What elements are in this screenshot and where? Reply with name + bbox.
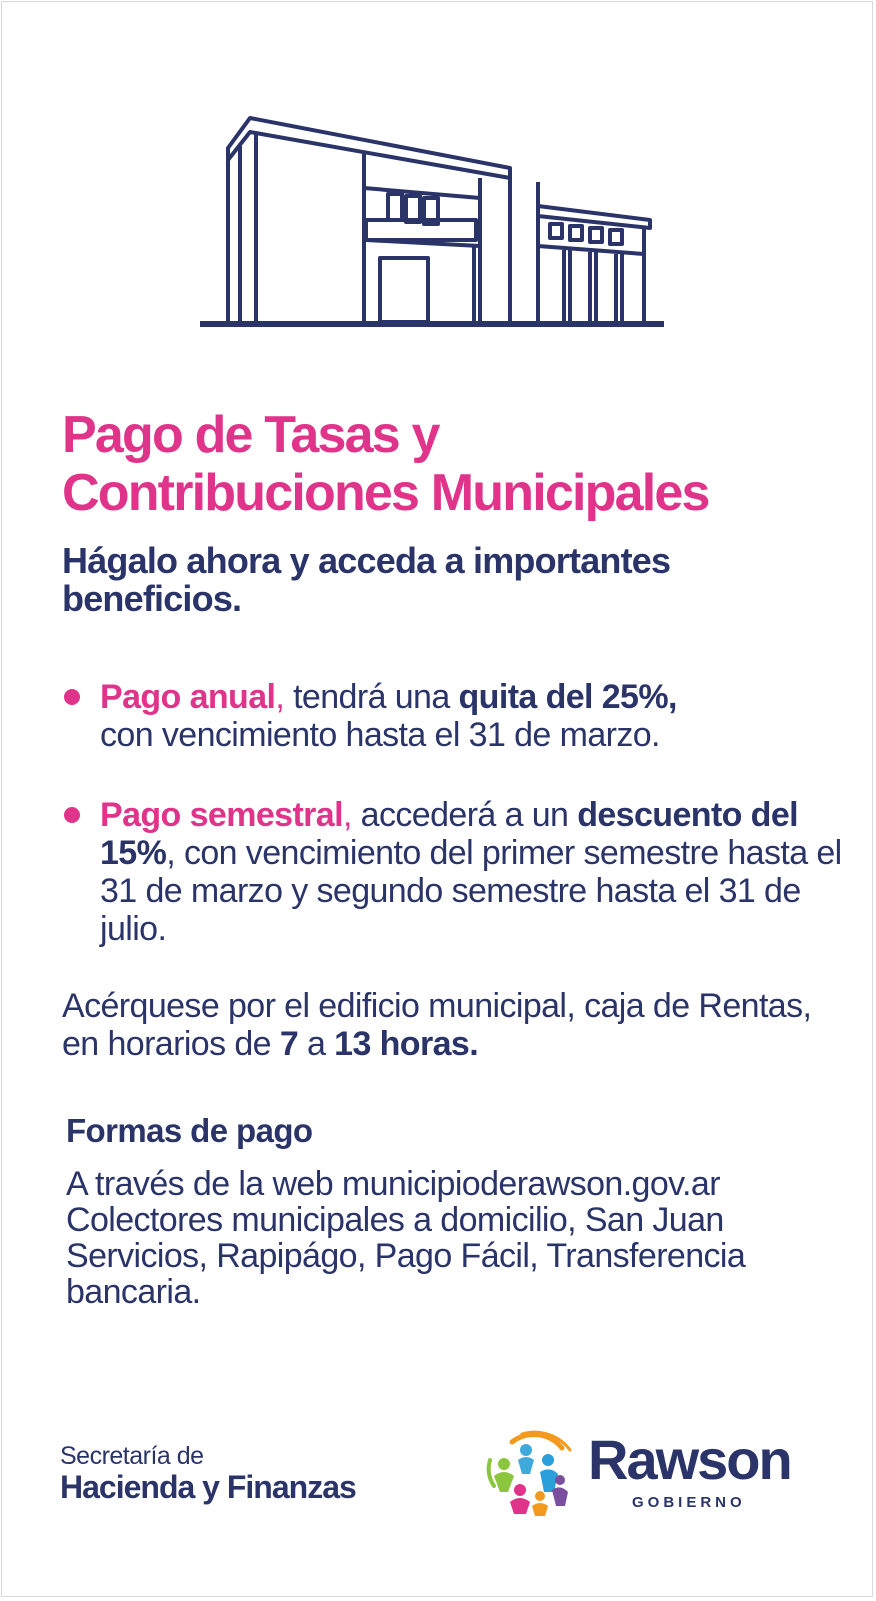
- benefit-comma: ,: [275, 678, 285, 716]
- benefit-annual: [62, 678, 842, 754]
- payment-line-3: Servicios, Rapipágo, Pago Fácil, Transferencia: [66, 1237, 746, 1275]
- benefit-label: Pago semestral: [100, 796, 343, 834]
- rawson-logo: [482, 1420, 812, 1520]
- visit-hour-start: 7: [279, 1025, 299, 1063]
- payment-line-1: A través de la web municipioderawson.gov.ar: [66, 1165, 720, 1203]
- secretaria-label: [60, 1442, 356, 1504]
- subtitle-line-2: beneficios.: [62, 578, 242, 619]
- logo-subtitle: GOBIERNO: [632, 1494, 746, 1511]
- title-line-2: Contribuciones Municipales: [62, 464, 709, 522]
- page-title: [62, 406, 842, 522]
- payment-line-4: bancaria.: [66, 1273, 201, 1311]
- payment-methods-text: [66, 1166, 846, 1310]
- page-subtitle: [62, 542, 822, 618]
- rawson-people-logo-icon: [482, 1420, 582, 1520]
- bullet-dot-icon: [64, 807, 80, 823]
- subtitle-line-1: Hágalo ahora y acceda a importantes: [62, 540, 671, 581]
- benefit-detail: , con vencimiento del primer semestre hasta el 31 de marzo y segundo semestre hasta el 31 de julio.: [100, 834, 842, 948]
- visit-info: [62, 987, 842, 1063]
- secretaria-line-2: Hacienda y Finanzas: [60, 1469, 356, 1505]
- benefit-comma: ,: [342, 796, 352, 834]
- benefit-label: Pago anual: [100, 678, 276, 716]
- payment-line-2: Colectores municipales a domicilio, San Juan: [66, 1201, 724, 1239]
- payment-methods-title: Formas de pago: [66, 1112, 313, 1149]
- benefit-text: accederá a un: [351, 796, 578, 834]
- title-line-1: Pago de Tasas y: [62, 406, 439, 464]
- visit-connector: a: [298, 1025, 335, 1063]
- benefit-highlight: descuento del 15%: [100, 796, 799, 872]
- benefit-text: tendrá una: [284, 678, 459, 716]
- logo-name: Rawson: [588, 1428, 791, 1491]
- visit-hour-end: 13 horas.: [334, 1025, 479, 1063]
- municipal-building-icon: [198, 110, 678, 336]
- benefit-detail: con vencimiento hasta el 31 de marzo.: [100, 716, 660, 754]
- benefits-list: [62, 678, 842, 990]
- flyer: [1, 1, 873, 1597]
- benefit-highlight: quita del 25%,: [458, 678, 677, 716]
- visit-text: Acérquese por el edificio municipal, caja de Rentas, en horarios de: [62, 987, 812, 1063]
- benefit-semester: [62, 796, 842, 948]
- bullet-dot-icon: [64, 689, 80, 705]
- secretaria-line-1: Secretaría de: [60, 1442, 204, 1470]
